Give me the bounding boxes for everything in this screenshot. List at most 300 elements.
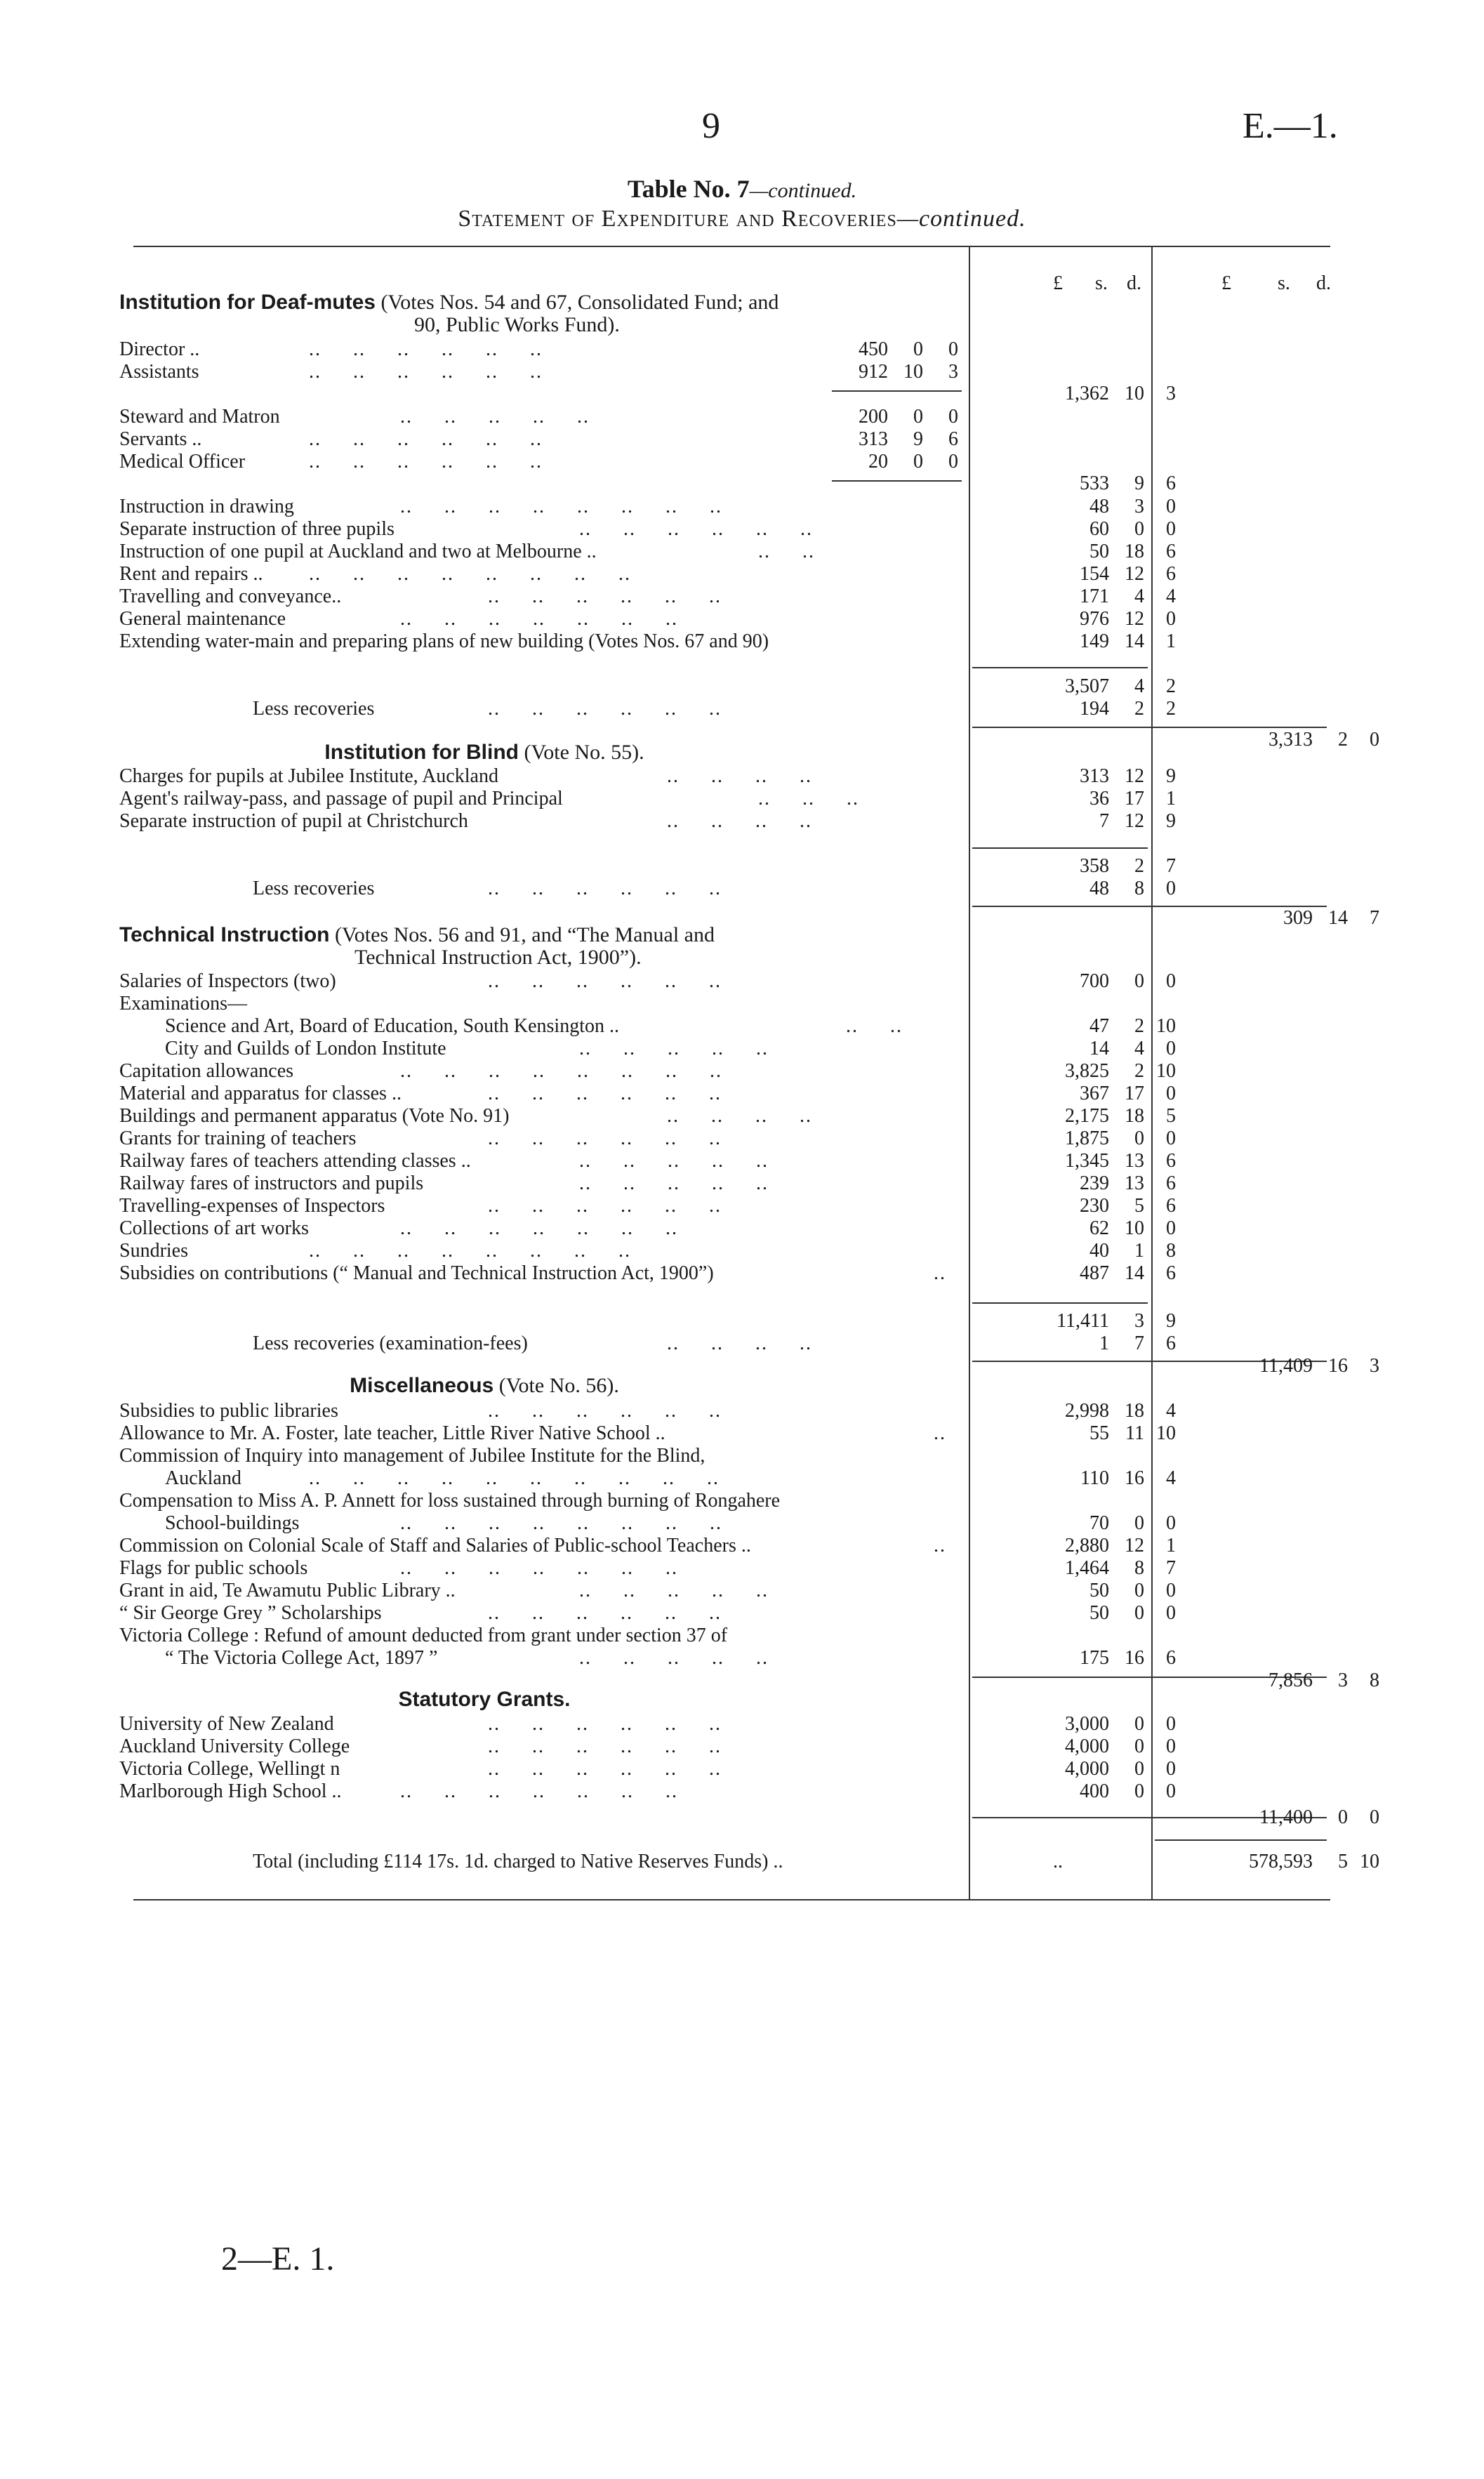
amount-shillings: 14 [1125, 630, 1144, 652]
leader-dots: .. .. .. .. .. .. [488, 1083, 722, 1104]
row-label: “ The Victoria College Act, 1897 ” [165, 1647, 438, 1669]
amount-pence: 0 [1166, 1602, 1176, 1624]
amount-pence: 0 [948, 338, 958, 360]
amount-pounds: 154 [1080, 563, 1109, 585]
tech-science-row [0, 1015, 1484, 1038]
deaf-assistants-row [0, 361, 1484, 383]
leader-dots: .. .. .. .. .. .. .. [400, 1557, 678, 1579]
leader-dots: .. .. .. .. .. .. .. [400, 1780, 678, 1802]
leader-dots: .. .. .. .. .. .. [488, 1602, 722, 1624]
amount-pence: 6 [948, 428, 958, 450]
amount-pounds: 2,880 [1065, 1535, 1109, 1556]
amount-pounds: 7,856 [1268, 1670, 1313, 1691]
amount-pence: 4 [1166, 1467, 1176, 1489]
amount-pence: 8 [1166, 1240, 1176, 1262]
amount-pence: 1 [1166, 788, 1176, 809]
bottom-rule [133, 1899, 1330, 1900]
leader-dots: .. .. .. .. .. .. [488, 1195, 722, 1217]
amount-shillings: 11 [1125, 1422, 1144, 1444]
row-label: Steward and Matron [119, 406, 280, 428]
row-label: Salaries of Inspectors (two) [119, 970, 336, 992]
deaf-less-row [0, 698, 1484, 720]
table-row [0, 496, 1484, 518]
misc-annett-line1 [0, 1490, 1484, 1512]
table-row [0, 1217, 1484, 1240]
row-label: Rent and repairs .. [119, 563, 263, 585]
amount-pounds: 1,362 [1065, 383, 1109, 404]
amount-pence: 0 [1166, 496, 1176, 517]
statutory-net-row [0, 1806, 1484, 1829]
table-row [0, 1262, 1484, 1285]
amount-pence: 0 [1166, 1758, 1176, 1780]
grand-total-row [0, 1851, 1484, 1873]
table-row [0, 1557, 1484, 1580]
table-row [0, 1758, 1484, 1780]
amount-pence: 0 [1166, 1580, 1176, 1601]
amount-pence: 6 [1166, 1333, 1176, 1354]
amount-shillings: 5 [1338, 1851, 1348, 1872]
leader-dots: .. .. .. .. .. .. .. [400, 1217, 678, 1239]
amount-shillings: 12 [1125, 810, 1144, 832]
misc-libraries-row [0, 1400, 1484, 1422]
amount-pence: 0 [1166, 878, 1176, 899]
amount-pence: 6 [1166, 541, 1176, 562]
deaf-steward-row [0, 406, 1484, 428]
amount-pence: 8 [1370, 1670, 1379, 1691]
amount-pence: 1 [1166, 630, 1176, 652]
amount-pence: 0 [948, 451, 958, 472]
amount-pence: 0 [1166, 1512, 1176, 1534]
table-row [0, 1105, 1484, 1128]
amount-pence: 0 [1166, 1217, 1176, 1239]
leader-dots: .. .. .. .. .. .. .. .. [400, 496, 722, 517]
leader-dots: .. .. .. .. .. .. [579, 518, 813, 540]
leader-dots: .. .. .. .. [667, 1105, 812, 1127]
amount-pence: 7 [1166, 1557, 1176, 1579]
amount-pence: 0 [1166, 518, 1176, 540]
table-row [0, 630, 1484, 653]
leader-dots: .. .. [846, 1015, 903, 1037]
amount-pence: 6 [1166, 1262, 1176, 1284]
table-subtitle-suffix: —continued. [896, 206, 1026, 232]
amount-pence: 4 [1166, 586, 1176, 607]
table-row [0, 1780, 1484, 1803]
amount-shillings: 0 [1134, 970, 1144, 992]
row-label: Less recoveries [253, 878, 375, 899]
row-label: Travelling and conveyance.. [119, 586, 342, 607]
amount-pence: 0 [1166, 1713, 1176, 1735]
amount-pence: 6 [1166, 1172, 1176, 1194]
amount-pounds: 36 [1089, 788, 1109, 809]
amount-shillings: 0 [1134, 1713, 1144, 1735]
table-subtitle [0, 206, 1484, 232]
leader-dots: .. .. .. .. .. .. [488, 878, 722, 899]
amount-pence: 0 [1370, 1806, 1379, 1828]
amount-pence: 0 [1166, 608, 1176, 630]
deaf-heading-note2: 90, Public Works Fund). [414, 313, 620, 336]
amount-shillings: 0 [1134, 1128, 1144, 1149]
deaf-heading-note: (Votes Nos. 54 and 67, Consolidated Fund; and [380, 291, 779, 314]
row-label: Railway fares of instructors and pupils [119, 1172, 424, 1194]
amount-pounds: 40 [1089, 1240, 1109, 1262]
amount-pounds: 50 [1089, 541, 1109, 562]
amount-pounds: 1,345 [1065, 1150, 1109, 1172]
leader-dots: .. .. .. .. .. .. .. .. [309, 563, 631, 585]
amount-shillings: 8 [1134, 1557, 1144, 1579]
deaf-total-row [0, 675, 1484, 698]
leader-dots: .. .. .. .. .. .. [488, 698, 722, 720]
amount-pence: 10 [1156, 1422, 1176, 1444]
amount-pence: 3 [948, 361, 958, 383]
blind-heading-title: Institution for Blind [324, 741, 519, 764]
amount-pounds: 230 [1080, 1195, 1109, 1217]
amount-pounds: 48 [1089, 496, 1109, 517]
table-row [0, 788, 1484, 810]
amount-shillings: 8 [1134, 878, 1144, 899]
row-label: Commission on Colonial Scale of Staff and Salaries of Public-school Teachers .. [119, 1535, 751, 1556]
row-label: Flags for public schools [119, 1557, 308, 1579]
table-row [0, 1580, 1484, 1602]
leader-dots: .. .. .. .. .. [579, 1038, 769, 1059]
table-row [0, 1060, 1484, 1083]
leader-dots: .. .. .. .. .. .. [488, 1758, 722, 1780]
row-label: Railway fares of teachers attending classes .. [119, 1150, 471, 1172]
leader-dots: .. .. .. .. .. .. .. .. [400, 1512, 722, 1534]
amount-shillings: 14 [1125, 1262, 1144, 1284]
amount-pounds: 578,593 [1249, 1851, 1313, 1872]
table-row [0, 1172, 1484, 1195]
leader-dots: .. [934, 1262, 946, 1284]
amount-pence: 0 [1166, 1038, 1176, 1059]
amount-pounds: 450 [859, 338, 888, 360]
amount-shillings: 0 [1134, 1736, 1144, 1757]
misc-commission-line1 [0, 1445, 1484, 1467]
amount-shillings: 14 [1328, 907, 1348, 929]
amount-pounds: 309 [1283, 907, 1313, 929]
row-label: Compensation to Miss A. P. Annett for loss sustained through burning of Rongahere [119, 1490, 781, 1512]
total-rule [972, 667, 1148, 668]
table-row [0, 765, 1484, 788]
row-label: Grant in aid, Te Awamutu Public Library .. [119, 1580, 456, 1601]
leader-dots: .. .. .. .. .. .. [488, 586, 722, 607]
table-row [0, 1535, 1484, 1557]
row-label: Agent's railway-pass, and passage of pupil and Principal [119, 788, 563, 809]
row-label: Charges for pupils at Jubilee Institute, Auckland [119, 765, 498, 787]
amount-shillings: 18 [1125, 541, 1144, 562]
row-label: Sundries [119, 1240, 188, 1262]
amount-shillings: 0 [1134, 1580, 1144, 1601]
leader-dots: .. .. .. .. .. .. [488, 1128, 722, 1149]
amount-shillings: 17 [1125, 788, 1144, 809]
blind-heading-note: (Vote No. 55). [524, 741, 644, 764]
row-label: City and Guilds of London Institute [165, 1038, 446, 1059]
amount-pounds: 313 [859, 428, 888, 450]
amount-pence: 7 [1166, 855, 1176, 877]
col3-pence-header: d. [1316, 272, 1331, 294]
leader-dots: .. .. .. .. [667, 765, 812, 787]
leader-dots: .. .. .. [758, 788, 859, 809]
amount-pounds: 194 [1080, 698, 1109, 720]
amount-pence: 1 [1166, 1535, 1176, 1556]
amount-pounds: 1,875 [1065, 1128, 1109, 1149]
amount-pence: 9 [1166, 765, 1176, 787]
amount-pence: 6 [1166, 1195, 1176, 1217]
amount-shillings: 12 [1125, 563, 1144, 585]
misc-annett-line2 [0, 1512, 1484, 1535]
col3-shilling-header: s. [1278, 272, 1290, 294]
amount-pounds: 3,313 [1268, 729, 1313, 751]
total-rule [972, 847, 1148, 849]
leader-dots: .. [934, 1535, 946, 1556]
amount-pounds: 110 [1080, 1467, 1109, 1489]
misc-heading-note: (Vote No. 56). [498, 1374, 619, 1397]
grand-total-mid-dots: .. [1053, 1851, 1063, 1872]
leader-dots: .. .. .. .. .. [579, 1172, 769, 1194]
blind-less-row [0, 878, 1484, 900]
amount-pounds: 912 [859, 361, 888, 383]
amount-shillings: 0 [913, 406, 923, 428]
amount-shillings: 0 [1134, 1758, 1144, 1780]
amount-pounds: 48 [1089, 878, 1109, 899]
amount-shillings: 4 [1134, 1038, 1144, 1059]
row-label: Subsidies to public libraries [119, 1400, 338, 1422]
amount-pounds: 50 [1089, 1602, 1109, 1624]
row-label: Less recoveries (examination-fees) [253, 1333, 528, 1354]
amount-shillings: 9 [913, 428, 923, 450]
amount-pounds: 487 [1080, 1262, 1109, 1284]
deaf-director-row [0, 338, 1484, 361]
amount-pounds: 2,175 [1065, 1105, 1109, 1127]
amount-shillings: 12 [1125, 1535, 1144, 1556]
amount-shillings: 2 [1134, 1015, 1144, 1037]
table-row [0, 1195, 1484, 1217]
row-label: Less recoveries [253, 698, 375, 720]
row-label: Buildings and permanent apparatus (Vote No. 91) [119, 1105, 510, 1127]
leader-dots: .. .. .. .. .. .. .. .. .. .. [309, 1467, 720, 1489]
amount-pounds: 55 [1089, 1422, 1109, 1444]
amount-shillings: 16 [1328, 1355, 1348, 1377]
row-label: Capitation allowances [119, 1060, 294, 1082]
amount-pence: 0 [1166, 970, 1176, 992]
amount-shillings: 0 [913, 451, 923, 472]
row-label: “ Sir George Grey ” Scholarships [119, 1602, 382, 1624]
leader-dots: .. .. .. .. .. .. [309, 361, 543, 383]
deaf-heading-title: Institution for Deaf-mutes [119, 291, 376, 314]
total-rule [972, 1302, 1148, 1304]
amount-pounds: 11,411 [1056, 1310, 1109, 1332]
amount-pence: 6 [1166, 563, 1176, 585]
table-row [0, 1240, 1484, 1262]
amount-pounds: 700 [1080, 970, 1109, 992]
amount-shillings: 12 [1125, 765, 1144, 787]
amount-pounds: 47 [1089, 1015, 1109, 1037]
row-label: Medical Officer [119, 451, 246, 472]
amount-pence: 0 [1166, 1083, 1176, 1104]
table-row [0, 608, 1484, 630]
leader-dots: .. .. .. .. .. .. .. [400, 608, 678, 630]
amount-pence: 0 [1166, 1780, 1176, 1802]
row-label: Servants .. [119, 428, 202, 450]
amount-pounds: 2,998 [1065, 1400, 1109, 1422]
amount-shillings: 5 [1134, 1195, 1144, 1217]
amount-shillings: 18 [1125, 1400, 1144, 1422]
row-label: Marlborough High School .. [119, 1780, 342, 1802]
amount-pounds: 171 [1080, 586, 1109, 607]
tech-exams-row [0, 993, 1484, 1015]
col2-pound-header: £ [1053, 272, 1063, 294]
amount-pounds: 4,000 [1065, 1758, 1109, 1780]
misc-victoria-line1 [0, 1625, 1484, 1647]
amount-pounds: 7 [1099, 810, 1109, 832]
leader-dots: .. .. .. .. .. .. [488, 970, 722, 992]
leader-dots: .. .. .. .. .. .. [488, 1736, 722, 1757]
row-label: General maintenance [119, 608, 286, 630]
misc-heading-title: Miscellaneous [350, 1374, 494, 1397]
amount-pounds: 1 [1099, 1333, 1109, 1354]
amount-pounds: 239 [1080, 1172, 1109, 1194]
table-title [0, 174, 1484, 204]
amount-shillings: 3 [1134, 496, 1144, 517]
table-row [0, 541, 1484, 563]
amount-shillings: 4 [1134, 675, 1144, 697]
deaf-heading [119, 291, 779, 315]
amount-pounds: 313 [1080, 765, 1109, 787]
table-row [0, 1128, 1484, 1150]
amount-shillings: 13 [1125, 1150, 1144, 1172]
amount-pounds: 70 [1089, 1512, 1109, 1534]
row-label: School-buildings [165, 1512, 300, 1534]
amount-shillings: 2 [1134, 698, 1144, 720]
row-label: University of New Zealand [119, 1713, 334, 1735]
amount-pence: 5 [1166, 1105, 1176, 1127]
amount-pence: 6 [1166, 1150, 1176, 1172]
blind-total-row [0, 855, 1484, 878]
amount-pence: 10 [1156, 1060, 1176, 1082]
amount-pounds: 20 [868, 451, 888, 472]
amount-pence: 10 [1156, 1015, 1176, 1037]
row-label: Allowance to Mr. A. Foster, late teacher, Little River Native School .. [119, 1422, 665, 1444]
table-title-text: Table No. 7 [627, 175, 750, 203]
page-reference: E.—1. [1243, 106, 1338, 146]
amount-shillings: 0 [1134, 1780, 1144, 1802]
amount-shillings: 13 [1125, 1172, 1144, 1194]
amount-shillings: 0 [1134, 1512, 1144, 1534]
net-rule [972, 727, 1327, 728]
amount-pence: 3 [1166, 383, 1176, 404]
amount-pence: 0 [1370, 729, 1379, 751]
amount-shillings: 7 [1134, 1333, 1144, 1354]
table-row [0, 1150, 1484, 1172]
footer-signature: 2—E. 1. [221, 2240, 335, 2278]
tech-less-row [0, 1333, 1484, 1355]
deaf-subtotal2-row [0, 472, 1484, 495]
tech-heading [119, 923, 715, 947]
deaf-servants-row [0, 428, 1484, 451]
leader-dots: .. [934, 1422, 946, 1444]
amount-pounds: 3,507 [1065, 675, 1109, 697]
amount-shillings: 2 [1134, 855, 1144, 877]
tech-heading-note2: Technical Instruction Act, 1900”). [355, 946, 642, 969]
row-label: Separate instruction of three pupils [119, 518, 395, 540]
amount-pounds: 175 [1080, 1647, 1109, 1669]
leader-dots: .. .. .. .. .. .. [309, 451, 543, 472]
row-label: Victoria College : Refund of amount deducted from grant under section 37 of [119, 1625, 728, 1646]
page-number: 9 [702, 106, 720, 146]
table-row [0, 1602, 1484, 1625]
amount-pounds: 976 [1080, 608, 1109, 630]
amount-pence: 9 [1166, 810, 1176, 832]
table-row [0, 518, 1484, 541]
amount-shillings: 0 [1134, 518, 1144, 540]
row-label: Auckland [165, 1467, 241, 1489]
misc-victoria-line2 [0, 1647, 1484, 1670]
leader-dots: .. .. .. .. .. .. .. .. [309, 1240, 631, 1262]
amount-pounds: 1,464 [1065, 1557, 1109, 1579]
amount-pence: 0 [1166, 1128, 1176, 1149]
amount-pounds: 533 [1080, 472, 1109, 494]
amount-shillings: 17 [1125, 1083, 1144, 1104]
leader-dots: .. .. .. .. .. [400, 406, 590, 428]
amount-pounds: 60 [1089, 518, 1109, 540]
statutory-heading-title: Statutory Grants. [398, 1688, 571, 1711]
misc-heading [0, 1374, 969, 1398]
amount-pence: 0 [1166, 1736, 1176, 1757]
table-row [0, 563, 1484, 586]
leader-dots: .. .. .. .. .. [579, 1150, 769, 1172]
amount-pence: 2 [1166, 698, 1176, 720]
row-label: Material and apparatus for classes .. [119, 1083, 402, 1104]
leader-dots: .. .. [758, 541, 815, 562]
leader-dots: .. .. .. .. .. .. [488, 1713, 722, 1735]
amount-shillings: 16 [1125, 1467, 1144, 1489]
row-label: Collections of art works [119, 1217, 309, 1239]
leader-dots: .. .. .. .. .. .. [488, 1400, 722, 1422]
amount-pounds: 149 [1080, 630, 1109, 652]
amount-pounds: 11,400 [1259, 1806, 1313, 1828]
leader-dots: .. .. .. .. [667, 810, 812, 832]
blind-heading [0, 741, 969, 765]
amount-pounds: 14 [1089, 1038, 1109, 1059]
amount-shillings: 0 [1134, 1602, 1144, 1624]
amount-pence: 9 [1166, 1310, 1176, 1332]
row-label: Science and Art, Board of Education, South Kensington .. [165, 1015, 619, 1037]
misc-commission-line2 [0, 1467, 1484, 1490]
amount-pounds: 3,000 [1065, 1713, 1109, 1735]
amount-shillings: 10 [1125, 1217, 1144, 1239]
amount-pounds: 358 [1080, 855, 1109, 877]
row-label: Travelling-expenses of Inspectors [119, 1195, 385, 1217]
table-row [0, 1713, 1484, 1736]
table-title-suffix: —continued. [749, 179, 857, 202]
amount-shillings: 12 [1125, 608, 1144, 630]
row-label: Separate instruction of pupil at Christchurch [119, 810, 468, 832]
row-label: Victoria College, Wellingt n [119, 1758, 340, 1780]
table-row [0, 586, 1484, 608]
amount-shillings: 10 [1125, 383, 1144, 404]
row-label: Total (including £114 17s. 1d. charged to Native Reserves Funds) .. [253, 1851, 783, 1872]
tech-heading-title: Technical Instruction [119, 923, 330, 946]
amount-shillings: 3 [1134, 1310, 1144, 1332]
amount-shillings: 1 [1134, 1240, 1144, 1262]
amount-pounds: 62 [1089, 1217, 1109, 1239]
tech-guilds-row [0, 1038, 1484, 1060]
tech-heading-note: (Votes Nos. 56 and 91, and “The Manual and [335, 923, 715, 946]
table-subtitle-text: Statement of Expenditure and Recoveries [458, 206, 897, 232]
amount-pence: 6 [1166, 1647, 1176, 1669]
tech-inspectors-row [0, 970, 1484, 993]
amount-shillings: 16 [1125, 1647, 1144, 1669]
table-row [0, 1083, 1484, 1105]
